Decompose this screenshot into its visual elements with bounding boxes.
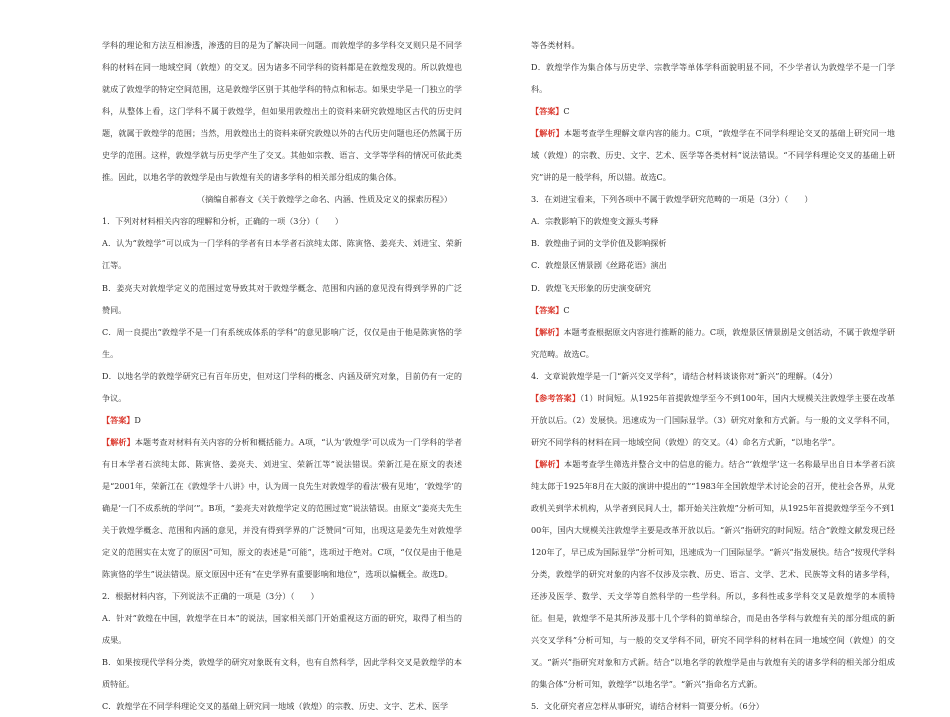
q3-option-d: D．敦煌飞天形象的历史演变研究 <box>531 282 651 293</box>
q1-option-d: D．以地名学的敦煌学研究已有百年历史，但对这门学科的概念、内涵及研究对象，目前仍有一定的争议。 <box>102 370 462 403</box>
q1-option-c: C．周一良提出“敦煌学不是一门有系统成体系的学科”的意见影响广泛，仅仅是由于他是陈寅恪的学生。 <box>102 326 462 359</box>
question-1-stem: 1．下列对材料相关内容的理解和分析，正确的一项（3分）（ ） <box>102 216 343 227</box>
q1-option-a: A．认为“敦煌学”可以成为一门学科的学者有日本学者石滨纯太郎、陈寅恪、姜亮夫、刘进宝、荣新江等。 <box>102 238 462 271</box>
left-column <box>102 34 462 717</box>
q3-option-c: C．敦煌景区情景剧《丝路花语》演出 <box>531 260 667 271</box>
answer-value: C <box>563 304 570 315</box>
reference-answer-label: 【参考答案】 <box>531 392 581 403</box>
q2-analysis <box>531 122 895 188</box>
reference-answer-text: （1）时间短。从1925年首提敦煌学至今不到100年，国内大规模关注敦煌学主要在改革开放以后。（2）发展快。迅速成为一门国际显学。（3）研究对象和方式新。与一般的文义学科不同，研究不同学科的材料在同一地域空间（敦煌）的交叉。（4）命名方式新，“以地名学”。 <box>531 392 895 447</box>
analysis-label: 【解析】 <box>102 436 135 447</box>
q2-option-a: A．针对“敦煌在中国，敦煌学在日本”的说法，国家相关部门开始重视这方面的研究，取得了相当的成果。 <box>102 613 462 646</box>
answer-value: D <box>134 414 141 425</box>
answer-label: 【答案】 <box>531 106 564 117</box>
source-citation: （摘编自郝春文《关于敦煌学之命名、内涵、性质及定义的探索历程》） <box>197 194 452 205</box>
q2-answer <box>531 100 895 122</box>
q1-answer <box>102 409 462 431</box>
question-4-stem: 4．文章说敦煌学是一门“新兴交叉学科”，请结合材料谈谈你对“新兴”的理解。（4分） <box>531 370 838 381</box>
q1-option-b: B．姜亮夫对敦煌学定义的范围过宽导致其对于敦煌学概念、范围和内涵的意见没有得到学界的广泛赞同。 <box>102 282 462 315</box>
q2-option-b: B．如果按现代学科分类，敦煌学的研究对象既有文科，也有自然科学，因此学科交叉是敦煌学的本质特征。 <box>102 657 462 690</box>
analysis-text: 本题考查根据原文内容进行推断的能力。C项，敦煌景区情景剧是文创活动，不属于敦煌学研究范畴。故选C。 <box>531 326 895 359</box>
q3-analysis <box>531 321 895 365</box>
analysis-label: 【解析】 <box>531 326 564 337</box>
analysis-text: 本题考查学生筛选并整合文中的信息的能力。结合“‘敦煌学’这一名称最早出自日本学者石滨纯太郎于1925年8月在大阪的演讲中提出的”“1983年全国敦煌学术讨论会的召开，使社会各界，从党政机关到学术机构，从学者到民间人士，都开始关注敦煌”分析可知，从1925年首提敦煌学至今不到100年，国内大规模关注敦煌学主要是改革开放以后。“新兴”指研究的时间短。结合“敦煌文献发现已经120年了，早已成为国际显学”分析可知，迅速成为一门国际显学。“新兴”指发展快。结合“按现代学科分类，敦煌学的研究对象的内容不仅涉及宗教、历史、语言、文学、艺术、民族等文科的诸多学科，还涉及医学、数学、天文学等自然科学的一些学科。所以，多科性或多学科交叉是敦煌学的本质特征。但是，敦煌学不是其所涉及那十几个学科的简单综合，而是由各学科与敦煌有关的部分组成的新兴交叉学科”分析可知，与一般的交叉学科不同，研究不同学科的材料在同一地域空间（敦煌）的交叉。“新兴”指研究对象和方式新。结合“以地名学的敦煌学是由与敦煌有关的诸多学科的相关部分组成的集合体”分析可知，敦煌学“以地名学”。“新兴”指命名方式新。 <box>531 458 895 690</box>
answer-label: 【答案】 <box>531 304 564 315</box>
answer-value: C <box>563 106 570 117</box>
passage-text: 学科的理论和方法互相渗透，渗透的目的是为了解决同一问题。而敦煌学的多学科交叉则只是不同学科的材料在同一地域空间（敦煌）的交叉。因为诸多不同学科的资料都是在敦煌发现的。所以敦煌也就成了敦煌学的特定空间范围，这是敦煌学区别于其他学科的特点和标志。如果史学是一门独立的学科，从整体上看，这门学科不属于敦煌学，但如果用敦煌出土的资料来研究敦煌地区古代的历史问题，就属于敦煌学的范围；当然，用敦煌出土的资料来研究敦煌以外的古代历史问题也还仍然属于历史学的范围。这样，敦煌学就与历史学产生了交叉。其他如宗教、语言、文学等学科的情况可依此类推。因此，以地名学的敦煌学是由与敦煌有关的诸多学科的相关部分组成的集合体。 <box>102 40 462 183</box>
q4-reference-answer <box>531 387 895 453</box>
question-3-stem: 3．在刘进宝看来，下列各项中不属于敦煌学研究范畴的一项是（3分）（ ） <box>531 194 813 205</box>
analysis-label: 【解析】 <box>531 128 564 139</box>
q2-option-c: C．敦煌学在不同学科理论交叉的基础上研究同一地域（敦煌）的宗教、历史、文字、艺术、医学 <box>102 701 449 712</box>
q2-option-c-continued: 等各类材料。 <box>531 40 580 50</box>
right-column <box>531 34 895 717</box>
q3-option-b: B．敦煌曲子词的文学价值及影响探析 <box>531 238 667 249</box>
analysis-text: 本题考查对材料有关内容的分析和概括能力。A项，“认为‘敦煌学’可以成为一门学科的学者有日本学者石滨纯太郎、陈寅恪、姜亮夫、刘进宝、荣新江等”说法错误。荣新江是在原文的表述是“2001年，荣新江在《敦煌学十八讲》中，认为周一良先生对敦煌学的看法‘极有见地’，‘敦煌学’的确是‘一门不成系统的学问’”。B项，“姜亮夫对敦煌学定义的范围过宽”说法错误。由原文“姜亮夫先生关于敦煌学概念、范围和内涵的意见，并没有得到学界的广泛赞同”可知，出现这是姜先生对敦煌学定义的范围实在太宽了的原因”可知，原文的表述是“可能”，选项过于绝对。C项，“仅仅是由于他是陈寅恪的学生”说法错误。原文原因中还有“在史学界有重要影响和地位”，选项以偏概全。故选D。 <box>102 436 462 580</box>
analysis-label: 【解析】 <box>531 458 564 469</box>
q2-option-d: D．敦煌学作为集合体与历史学、宗教学等单体学科面貌明显不同，不少学者认为敦煌学不是一门学科。 <box>531 62 895 95</box>
question-5-stem: 5．文化研究者应怎样从事研究，请结合材料一简要分析。（6分） <box>531 701 764 712</box>
analysis-text: 本题考查学生理解文章内容的能力。C项，“敦煌学在不同学科理论交叉的基础上研究同一地域（敦煌）的宗教、历史、文字、艺术、医学等各类材料”说法错误。“不同学科理论交叉的基础上研究”讲的是一般学科，所以错。故选C。 <box>531 128 895 183</box>
question-2-stem: 2．根据材料内容，下列说法不正确的一项是（3分）（ ） <box>102 591 319 602</box>
q3-answer <box>531 299 895 321</box>
answer-label: 【答案】 <box>102 414 135 425</box>
q1-analysis <box>102 431 462 585</box>
q3-option-a: A．宗教影响下的敦煌变文源头考释 <box>531 216 659 227</box>
q4-analysis <box>531 453 895 696</box>
